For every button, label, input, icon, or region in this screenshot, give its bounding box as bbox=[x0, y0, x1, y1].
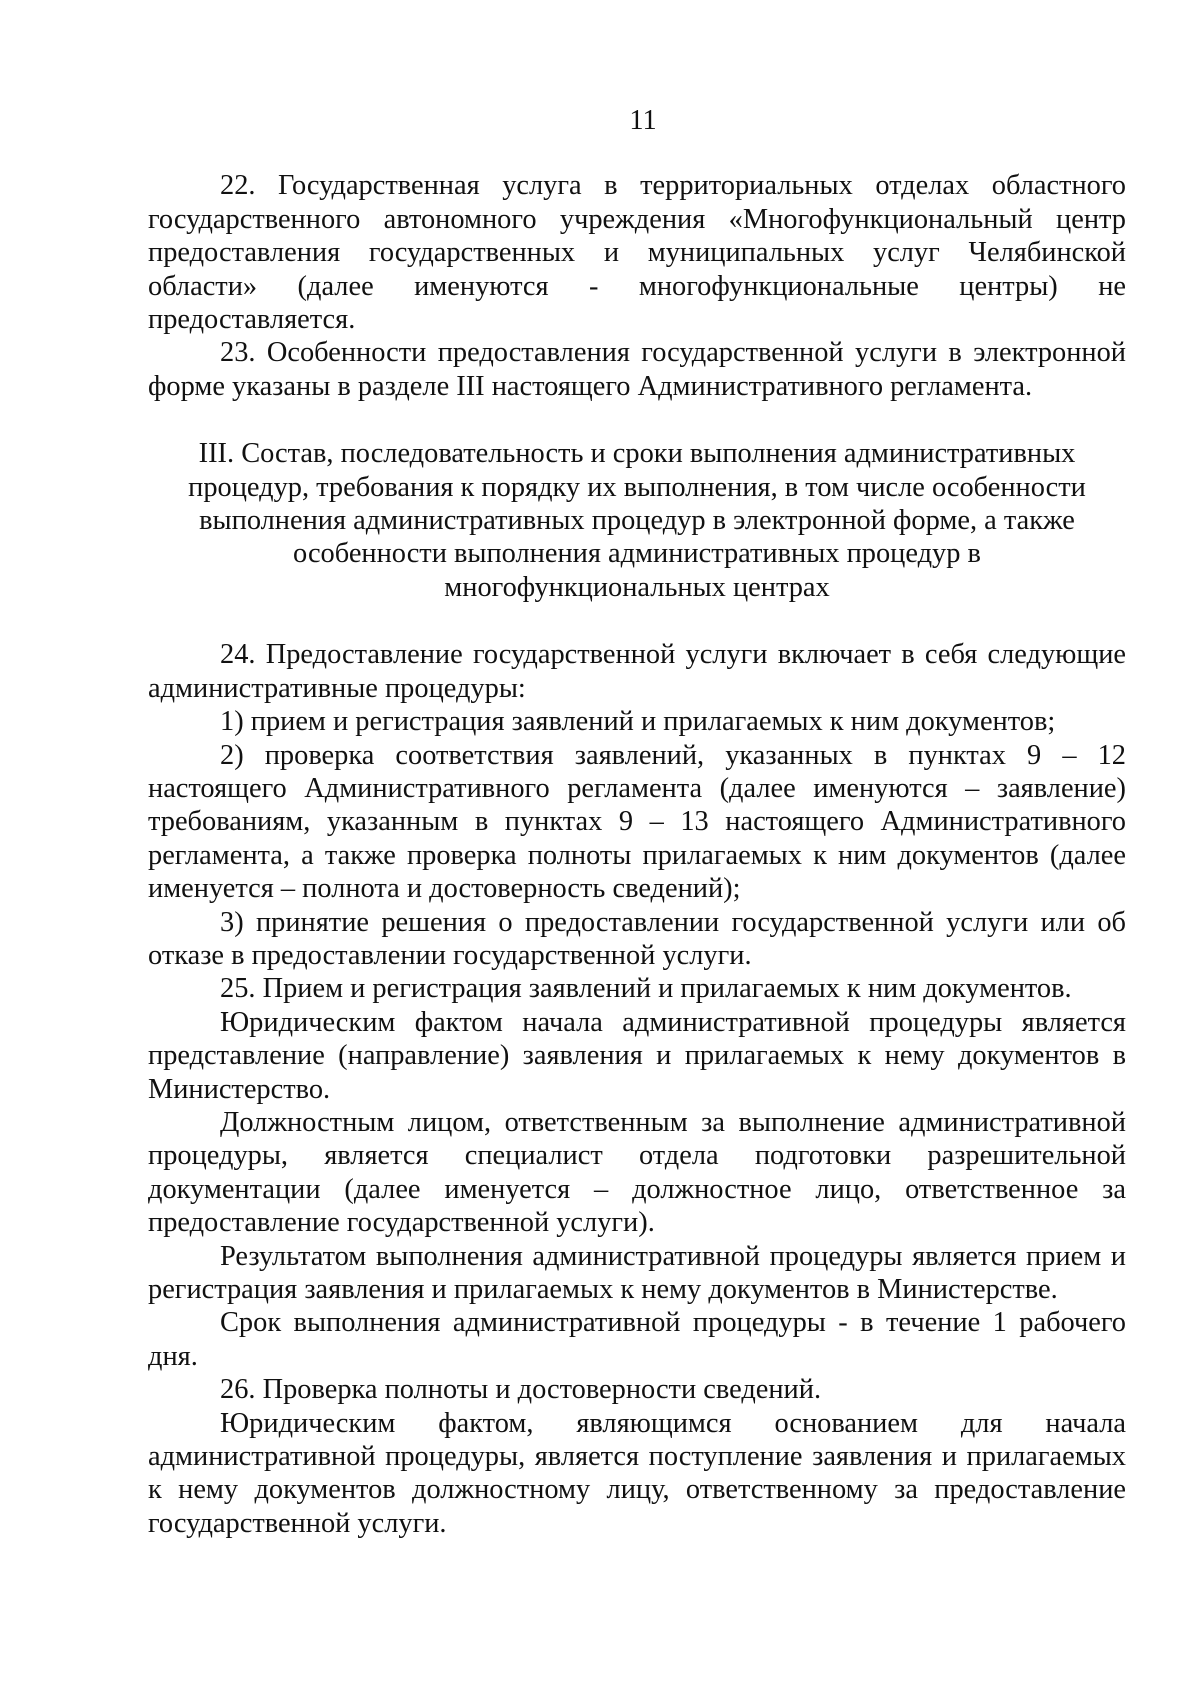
paragraph-responsible-official: Должностным лицом, ответственным за выполнение административной процедуры, является специалист отдела подготовки разрешительной документации (далее именуется – должностное лицо, ответственное за предоставление государственной услуги). bbox=[148, 1106, 1126, 1239]
paragraph-23: 23. Особенности предоставления государственной услуги в электронной форме указаны в разделе III настоящего Административного регламента. bbox=[148, 337, 1126, 402]
section-heading-line: III. Состав, последовательность и сроки выполнения административных bbox=[198, 438, 1076, 470]
paragraph-result: Результатом выполнения административной процедуры является прием и регистрация заявления и прилагаемых к нему документов в Министерстве. bbox=[148, 1240, 1126, 1305]
list-item-1: 1) прием и регистрация заявлений и прилагаемых к ним документов; bbox=[220, 706, 1056, 738]
paragraph-legal-fact-check: Юридическим фактом, являющимся основанием для начала административной процедуры, является поступление заявления и прилагаемых к нему документов должностному лицу, ответственному за предоставление государственной услуги. bbox=[148, 1407, 1126, 1539]
paragraph-deadline: Срок выполнения административной процедуры - в течение 1 рабочего дня. bbox=[148, 1307, 1126, 1372]
page-number: 11 bbox=[629, 105, 657, 136]
section-heading-line: многофункциональных центрах bbox=[444, 571, 830, 603]
paragraph-26: 26. Проверка полноты и достоверности сведений. bbox=[220, 1374, 822, 1406]
list-item-3: 3) принятие решения о предоставлении государственной услуги или об отказе в предоставлении государственной услуги. bbox=[148, 906, 1126, 971]
paragraph-legal-fact: Юридическим фактом начала административной процедуры является представление (направление) заявления и прилагаемых к нему документов в Министерство. bbox=[148, 1006, 1126, 1105]
list-item-2: 2) проверка соответствия заявлений, указанных в пунктах 9 – 12 настоящего Административного регламента (далее именуются – заявление) требованиям, указанным в пунктах 9 – 13 настоящего Административного регламента, а также проверка полноты прилагаемых к ним документов (далее именуется – полнота и достоверность сведений); bbox=[148, 739, 1126, 905]
paragraph-24: 24. Предоставление государственной услуги включает в себя следующие административные процедуры: bbox=[148, 639, 1126, 704]
section-heading-line: особенности выполнения административных процедур в bbox=[293, 538, 981, 570]
document-page bbox=[148, 104, 1126, 1540]
paragraph-22: 22. Государственная услуга в территориальных отделах областного государственного автономного учреждения «Многофункциональный центр предоставления государственных и муниципальных услуг Челябинской области» (далее именуются - многофункциональные центры) не предоставляется. bbox=[148, 170, 1126, 336]
section-heading-line: процедур, требования к порядку их выполнения, в том числе особенности bbox=[188, 471, 1086, 503]
section-heading-line: выполнения административных процедур в электронной форме, а также bbox=[199, 505, 1075, 537]
section-heading bbox=[148, 437, 1126, 604]
paragraph-25: 25. Прием и регистрация заявлений и прилагаемых к ним документов. bbox=[220, 973, 1072, 1005]
